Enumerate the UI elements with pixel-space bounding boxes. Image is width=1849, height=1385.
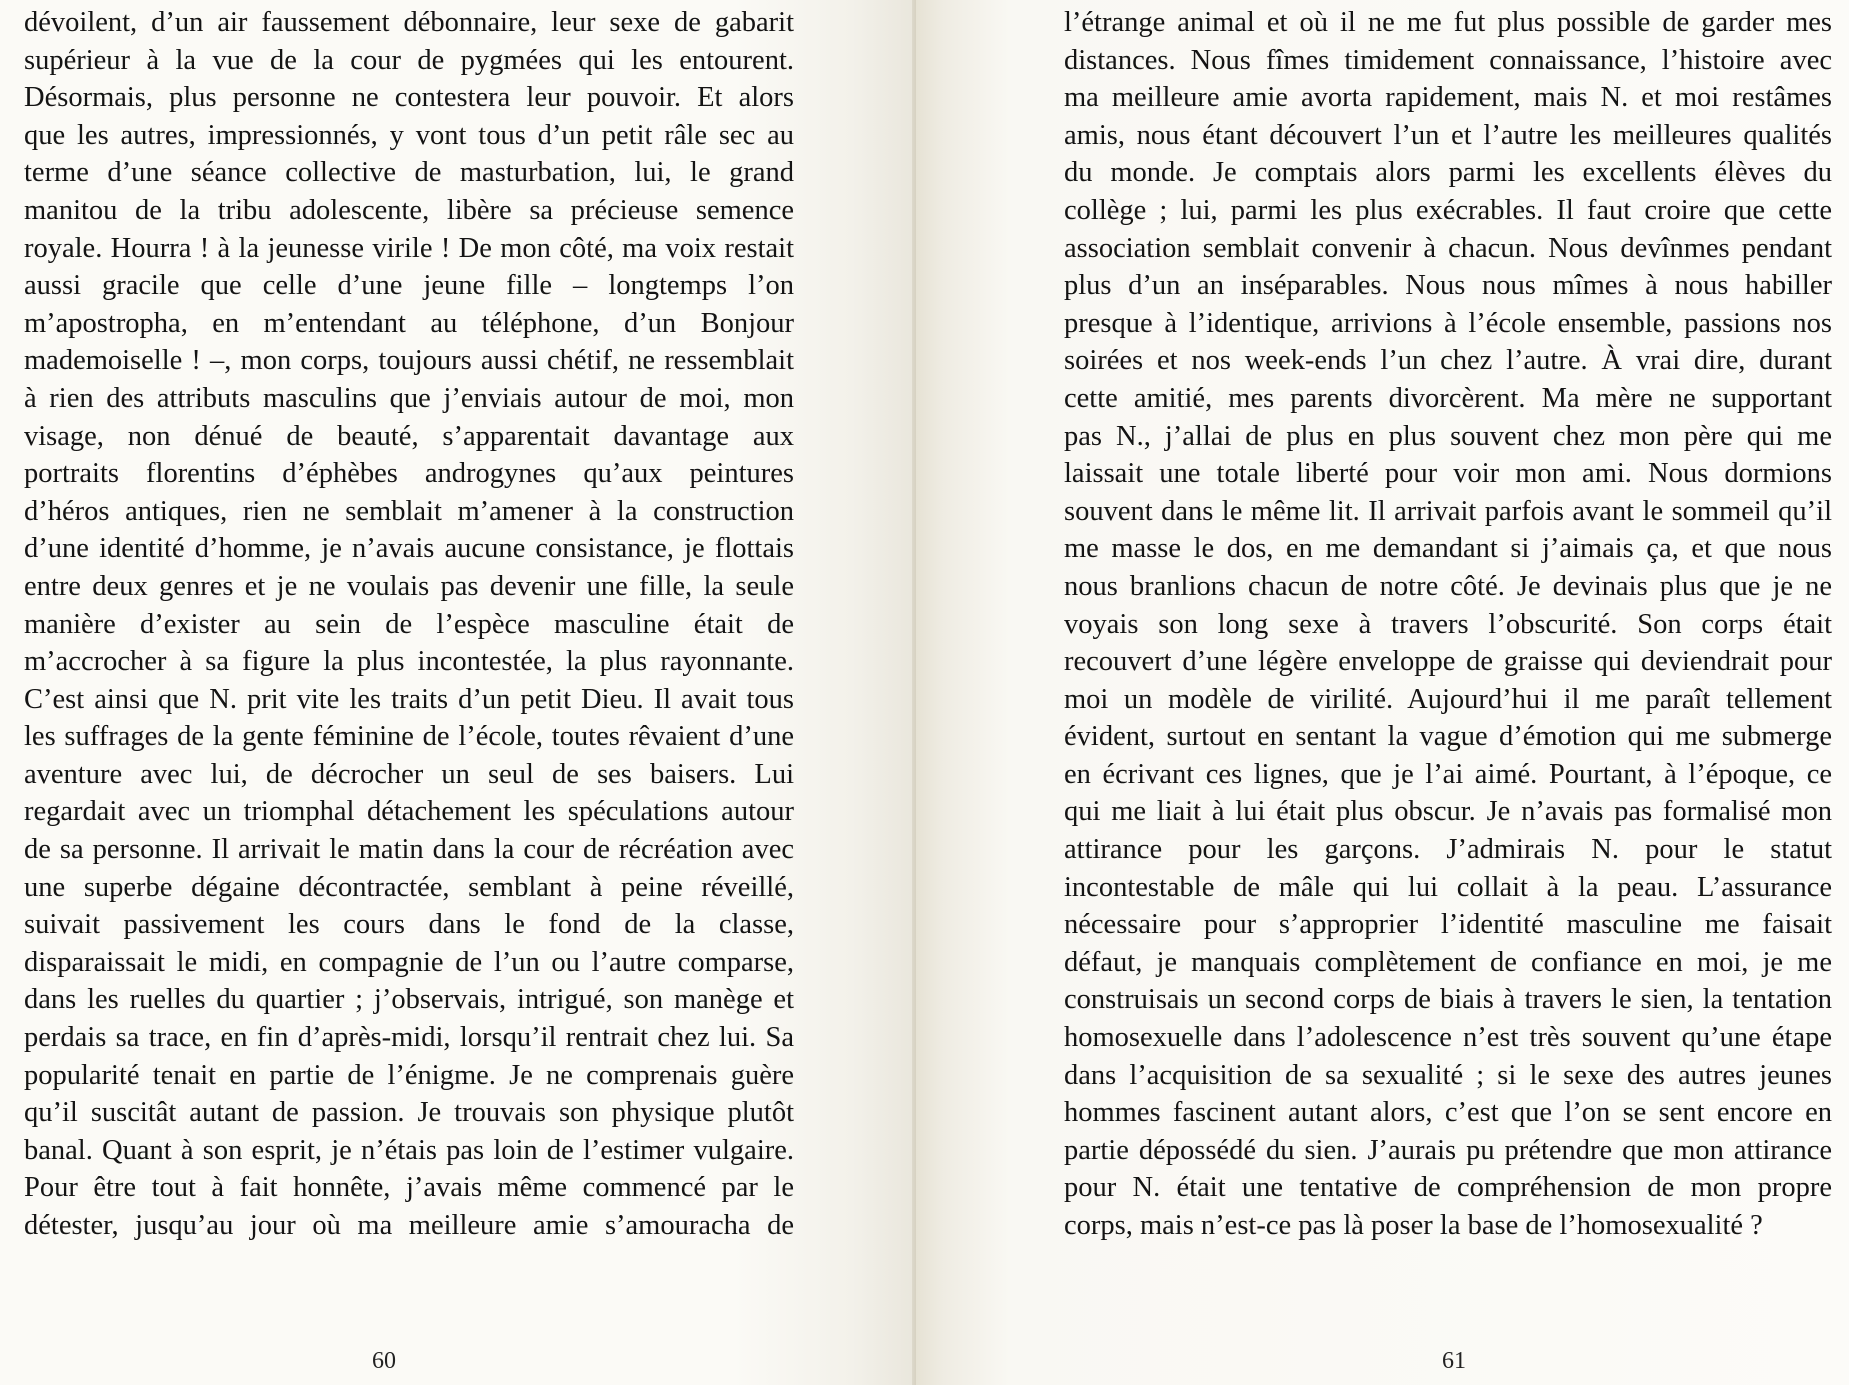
text-line: à rien des attributs masculins que j’enviais autour de moi, mon bbox=[24, 382, 794, 414]
text-line: disparaissait le midi, en compagnie de l’un ou l’autre comparse, bbox=[24, 946, 794, 978]
text-line: attirance pour les garçons. J’admirais N. pour le statut bbox=[1064, 834, 1832, 866]
text-line: une superbe dégaine décontractée, semblant à peine réveillé, bbox=[24, 871, 794, 903]
right-page-text bbox=[1064, 4, 1832, 1245]
text-line: corps, mais n’est-ce pas là poser la base de l’homosexualité ? bbox=[1064, 1210, 1763, 1241]
text-line: l’étrange animal et où il ne me fut plus possible de garder mes bbox=[1064, 7, 1832, 38]
text-line: recouvert d’une légère enveloppe de graisse qui deviendrait pour bbox=[1064, 646, 1832, 678]
left-page bbox=[0, 0, 916, 1385]
text-line: moi un modèle de virilité. Aujourd’hui il me paraît tellement bbox=[1064, 683, 1832, 715]
text-line: dévoilent, d’un air faussement débonnaire, leur sexe de gabarit bbox=[24, 7, 794, 38]
left-page-text bbox=[24, 4, 794, 1245]
text-line: qu’il suscitât autant de passion. Je trouvais son physique plutôt bbox=[24, 1097, 794, 1129]
text-line: construisais un second corps de biais à travers le sien, la tentation bbox=[1064, 984, 1832, 1016]
text-line: plus d’un an inséparables. Nous nous mîmes à nous habiller bbox=[1064, 270, 1832, 302]
text-line: m’apostropha, en m’entendant au téléphone, d’un Bonjour bbox=[24, 307, 794, 339]
text-line: homosexuelle dans l’adolescence n’est très souvent qu’une étape bbox=[1064, 1022, 1832, 1054]
text-line: Pour être tout à fait honnête, j’avais même commencé par le bbox=[24, 1172, 794, 1204]
text-line: distances. Nous fîmes timidement connaissance, l’histoire avec bbox=[1064, 44, 1832, 76]
text-line: pas N., j’allai de plus en plus souvent chez mon père qui me bbox=[1064, 420, 1832, 452]
text-line: suivait passivement les cours dans le fond de la classe, bbox=[24, 909, 794, 941]
text-line: incontestable de mâle qui lui collait à la peau. L’assurance bbox=[1064, 871, 1832, 903]
text-line: ma meilleure amie avorta rapidement, mais N. et moi restâmes bbox=[1064, 82, 1832, 114]
text-line: entre deux genres et je ne voulais pas devenir une fille, la seule bbox=[24, 570, 794, 602]
text-line: portraits florentins d’éphèbes androgynes qu’aux peintures bbox=[24, 458, 794, 490]
text-line: partie dépossédé du sien. J’aurais pu prétendre que mon attirance bbox=[1064, 1134, 1832, 1166]
text-line: détester, jusqu’au jour où ma meilleure amie s’amouracha de bbox=[24, 1210, 794, 1241]
text-line: hommes fascinent autant alors, c’est que l’on se sent encore en bbox=[1064, 1097, 1832, 1129]
text-line: en écrivant ces lignes, que je l’ai aimé. Pourtant, à l’époque, ce bbox=[1064, 758, 1832, 790]
text-line: nous branlions chacun de notre côté. Je devinais plus que je ne bbox=[1064, 570, 1832, 602]
text-line: collège ; lui, parmi les plus exécrables. Il faut croire que cette bbox=[1064, 194, 1832, 226]
text-line: laissait une totale liberté pour voir mon ami. Nous dormions bbox=[1064, 458, 1832, 490]
text-line: les suffrages de la gente féminine de l’école, toutes rêvaient d’une bbox=[24, 721, 794, 753]
text-line: voyais son long sexe à travers l’obscurité. Son corps était bbox=[1064, 608, 1832, 640]
text-line: regardait avec un triomphal détachement les spéculations autour bbox=[24, 796, 794, 828]
text-line: défaut, je manquais complètement de confiance en moi, je me bbox=[1064, 946, 1832, 978]
text-line: C’est ainsi que N. prit vite les traits d’un petit Dieu. Il avait tous bbox=[24, 683, 794, 715]
text-line: presque à l’identique, arrivions à l’école ensemble, passions nos bbox=[1064, 307, 1832, 339]
text-line: m’accrocher à sa figure la plus incontestée, la plus rayonnante. bbox=[24, 646, 794, 678]
text-line: du monde. Je comptais alors parmi les excellents élèves du bbox=[1064, 157, 1832, 189]
text-line: pour N. était une tentative de compréhension de mon propre bbox=[1064, 1172, 1832, 1204]
text-line: manitou de la tribu adolescente, libère sa précieuse semence bbox=[24, 194, 794, 226]
text-line: cette amitié, mes parents divorcèrent. Ma mère ne supportant bbox=[1064, 382, 1832, 414]
text-line: royale. Hourra ! à la jeunesse virile ! De mon côté, ma voix restait bbox=[24, 232, 794, 264]
text-line: visage, non dénué de beauté, s’apparentait davantage aux bbox=[24, 420, 794, 452]
text-line: évident, surtout en sentant la vague d’émotion qui me submerge bbox=[1064, 721, 1832, 753]
text-line: terme d’une séance collective de masturbation, lui, le grand bbox=[24, 157, 794, 189]
text-line: qui me liait à lui était plus obscur. Je n’avais pas formalisé mon bbox=[1064, 796, 1832, 828]
text-line: association semblait convenir à chacun. Nous devînmes pendant bbox=[1064, 232, 1832, 264]
text-line: dans l’acquisition de sa sexualité ; si le sexe des autres jeunes bbox=[1064, 1059, 1832, 1091]
text-line: aventure avec lui, de décrocher un seul de ses baisers. Lui bbox=[24, 758, 794, 790]
text-line: popularité tenait en partie de l’énigme. Je ne comprenais guère bbox=[24, 1059, 794, 1091]
text-line: soirées et nos week-ends l’un chez l’autre. À vrai dire, durant bbox=[1064, 345, 1832, 377]
text-line: d’une identité d’homme, je n’avais aucune consistance, je flottais bbox=[24, 533, 794, 565]
text-line: nécessaire pour s’approprier l’identité masculine me faisait bbox=[1064, 909, 1832, 941]
right-page bbox=[916, 0, 1849, 1385]
text-line: d’héros antiques, rien ne semblait m’amener à la construction bbox=[24, 495, 794, 527]
text-line: mademoiselle ! –, mon corps, toujours aussi chétif, ne ressemblait bbox=[24, 345, 794, 377]
text-line: me masse le dos, en me demandant si j’aimais ça, et que nous bbox=[1064, 533, 1832, 565]
text-line: dans les ruelles du quartier ; j’observais, intrigué, son manège et bbox=[24, 984, 794, 1016]
text-line: manière d’exister au sein de l’espèce masculine était de bbox=[24, 608, 794, 640]
text-line: supérieur à la vue de la cour de pygmées qui les entourent. bbox=[24, 44, 794, 76]
text-line: amis, nous étant découvert l’un et l’autre les meilleures qualités bbox=[1064, 119, 1832, 151]
text-line: que les autres, impressionnés, y vont tous d’un petit râle sec au bbox=[24, 119, 794, 151]
page-number: 60 bbox=[372, 1348, 396, 1374]
text-line: perdais sa trace, en fin d’après-midi, lorsqu’il rentrait chez lui. Sa bbox=[24, 1022, 794, 1054]
text-line: souvent dans le même lit. Il arrivait parfois avant le sommeil qu’il bbox=[1064, 495, 1832, 527]
page-number: 61 bbox=[1442, 1348, 1466, 1374]
text-line: banal. Quant à son esprit, je n’étais pas loin de l’estimer vulgaire. bbox=[24, 1134, 794, 1166]
text-line: Désormais, plus personne ne contestera leur pouvoir. Et alors bbox=[24, 82, 794, 114]
text-line: aussi gracile que celle d’une jeune fille – longtemps l’on bbox=[24, 270, 794, 302]
text-line: de sa personne. Il arrivait le matin dans la cour de récréation avec bbox=[24, 834, 794, 866]
